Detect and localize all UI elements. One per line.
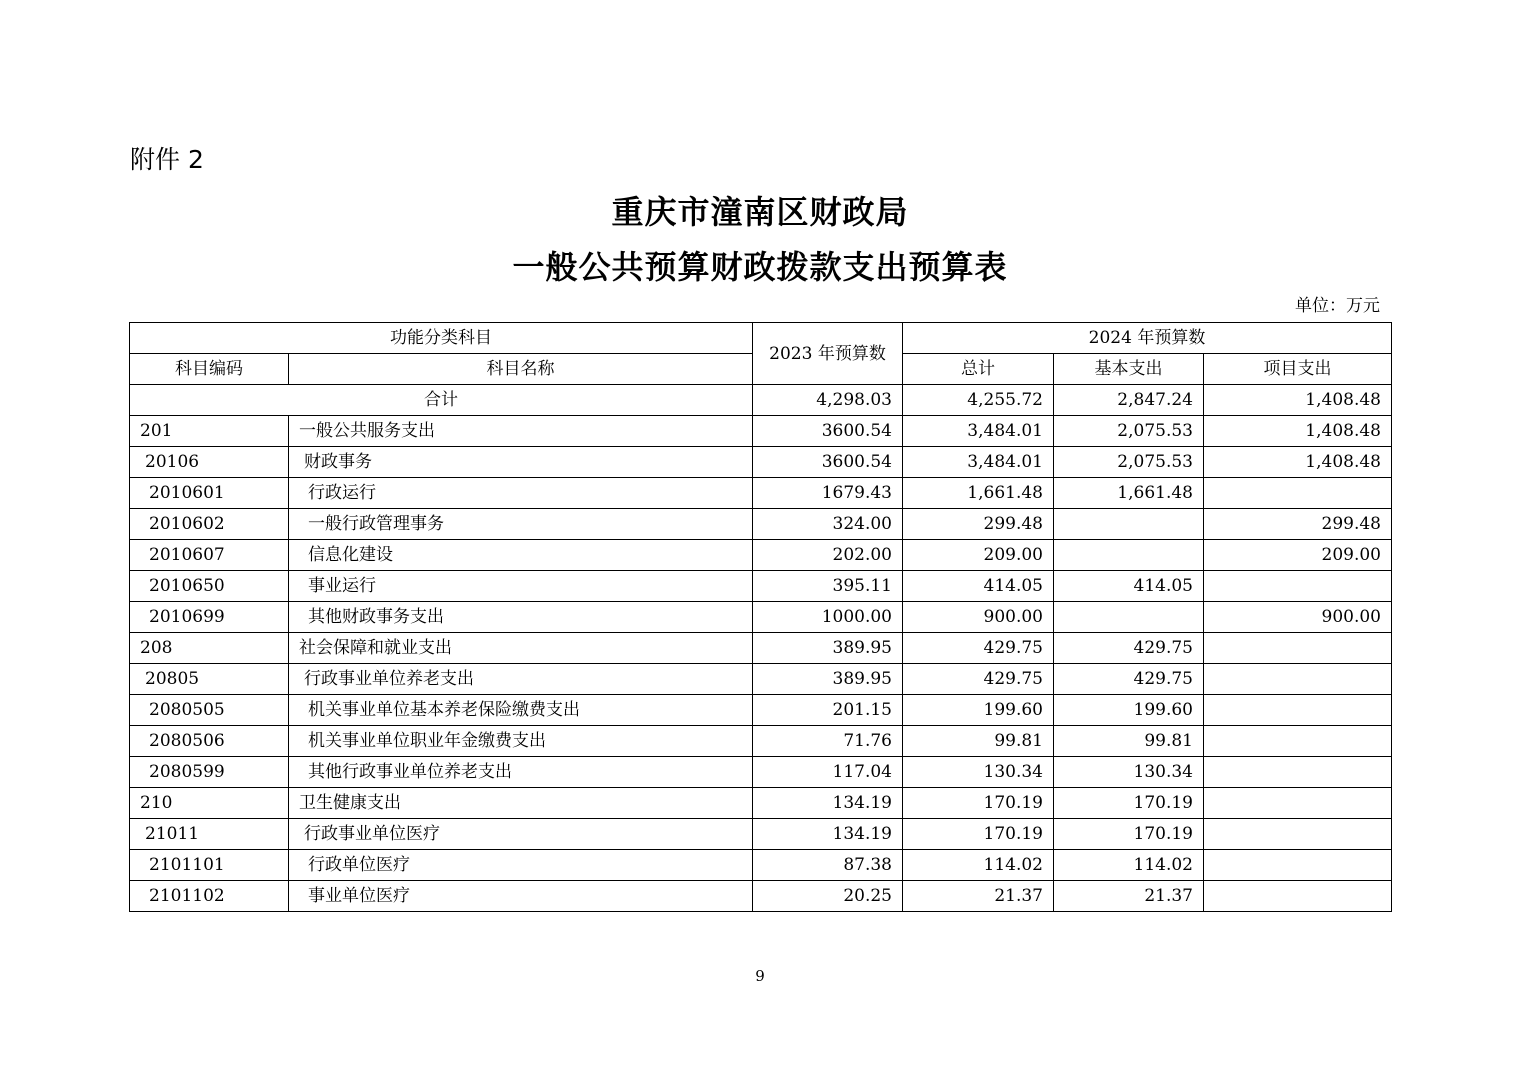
cell-name: 事业单位医疗 bbox=[289, 881, 753, 912]
cell-project bbox=[1204, 478, 1392, 509]
cell-basic: 130.34 bbox=[1054, 757, 1204, 788]
cell-budget-2023: 201.15 bbox=[753, 695, 903, 726]
cell-total: 21.37 bbox=[903, 881, 1054, 912]
cell-total: 130.34 bbox=[903, 757, 1054, 788]
cell-total: 170.19 bbox=[903, 819, 1054, 850]
cell-total: 170.19 bbox=[903, 788, 1054, 819]
cell-code: 210 bbox=[130, 788, 289, 819]
table-row bbox=[130, 788, 1392, 819]
cell-name: 卫生健康支出 bbox=[289, 788, 753, 819]
page-title: 重庆市潼南区财政局 bbox=[611, 193, 909, 231]
cell-budget-2023: 71.76 bbox=[753, 726, 903, 757]
cell-name: 一般行政管理事务 bbox=[289, 509, 753, 540]
header-name: 科目名称 bbox=[289, 354, 753, 385]
cell-budget-2023: 1000.00 bbox=[753, 602, 903, 633]
cell-code: 2010602 bbox=[130, 509, 289, 540]
budget-table bbox=[129, 322, 1392, 912]
cell-code: 21011 bbox=[130, 819, 289, 850]
header-budget-2024: 2024 年预算数 bbox=[903, 323, 1392, 354]
header-budget-2023: 2023 年预算数 bbox=[753, 323, 903, 385]
cell-basic: 199.60 bbox=[1054, 695, 1204, 726]
cell-code: 2010650 bbox=[130, 571, 289, 602]
table-row bbox=[130, 819, 1392, 850]
cell-basic: 170.19 bbox=[1054, 819, 1204, 850]
table-row bbox=[130, 478, 1392, 509]
cell-basic: 21.37 bbox=[1054, 881, 1204, 912]
cell-project bbox=[1204, 757, 1392, 788]
cell-code: 2101101 bbox=[130, 850, 289, 881]
cell-name: 机关事业单位职业年金缴费支出 bbox=[289, 726, 753, 757]
cell-basic: 1,661.48 bbox=[1054, 478, 1204, 509]
cell-code: 208 bbox=[130, 633, 289, 664]
cell-total: 900.00 bbox=[903, 602, 1054, 633]
page-subtitle: 一般公共预算财政拨款支出预算表 bbox=[512, 248, 1008, 286]
table-row bbox=[130, 757, 1392, 788]
table-row bbox=[130, 447, 1392, 478]
cell-code: 2010601 bbox=[130, 478, 289, 509]
cell-project: 900.00 bbox=[1204, 602, 1392, 633]
cell-budget-2023: 134.19 bbox=[753, 819, 903, 850]
cell-project: 299.48 bbox=[1204, 509, 1392, 540]
cell-basic: 2,075.53 bbox=[1054, 447, 1204, 478]
cell-name: 行政事业单位医疗 bbox=[289, 819, 753, 850]
cell-total: 1,661.48 bbox=[903, 478, 1054, 509]
summary-basic: 2,847.24 bbox=[1054, 385, 1204, 416]
page-number: 9 bbox=[755, 967, 765, 985]
cell-budget-2023: 395.11 bbox=[753, 571, 903, 602]
cell-code: 20805 bbox=[130, 664, 289, 695]
cell-basic: 170.19 bbox=[1054, 788, 1204, 819]
cell-code: 2010607 bbox=[130, 540, 289, 571]
cell-project bbox=[1204, 788, 1392, 819]
table-row bbox=[130, 602, 1392, 633]
summary-project: 1,408.48 bbox=[1204, 385, 1392, 416]
summary-total: 4,255.72 bbox=[903, 385, 1054, 416]
cell-total: 99.81 bbox=[903, 726, 1054, 757]
summary-label: 合计 bbox=[130, 385, 753, 416]
cell-name: 信息化建设 bbox=[289, 540, 753, 571]
cell-project bbox=[1204, 664, 1392, 695]
cell-total: 429.75 bbox=[903, 664, 1054, 695]
cell-budget-2023: 389.95 bbox=[753, 633, 903, 664]
cell-code: 2080505 bbox=[130, 695, 289, 726]
cell-project bbox=[1204, 881, 1392, 912]
cell-code: 2010699 bbox=[130, 602, 289, 633]
cell-name: 行政单位医疗 bbox=[289, 850, 753, 881]
cell-basic bbox=[1054, 540, 1204, 571]
cell-name: 社会保障和就业支出 bbox=[289, 633, 753, 664]
table-row bbox=[130, 509, 1392, 540]
header-total: 总计 bbox=[903, 354, 1054, 385]
cell-project bbox=[1204, 726, 1392, 757]
cell-code: 2101102 bbox=[130, 881, 289, 912]
table-row bbox=[130, 540, 1392, 571]
cell-budget-2023: 117.04 bbox=[753, 757, 903, 788]
cell-basic: 114.02 bbox=[1054, 850, 1204, 881]
cell-name: 其他行政事业单位养老支出 bbox=[289, 757, 753, 788]
cell-basic: 2,075.53 bbox=[1054, 416, 1204, 447]
header-project: 项目支出 bbox=[1204, 354, 1392, 385]
cell-total: 414.05 bbox=[903, 571, 1054, 602]
cell-basic: 429.75 bbox=[1054, 633, 1204, 664]
cell-total: 429.75 bbox=[903, 633, 1054, 664]
cell-total: 299.48 bbox=[903, 509, 1054, 540]
cell-budget-2023: 134.19 bbox=[753, 788, 903, 819]
cell-name: 行政运行 bbox=[289, 478, 753, 509]
cell-budget-2023: 389.95 bbox=[753, 664, 903, 695]
cell-budget-2023: 324.00 bbox=[753, 509, 903, 540]
cell-name: 其他财政事务支出 bbox=[289, 602, 753, 633]
header-func-category: 功能分类科目 bbox=[130, 323, 753, 354]
summary-row bbox=[130, 385, 1392, 416]
cell-code: 20106 bbox=[130, 447, 289, 478]
cell-code: 2080599 bbox=[130, 757, 289, 788]
cell-budget-2023: 20.25 bbox=[753, 881, 903, 912]
cell-code: 201 bbox=[130, 416, 289, 447]
cell-total: 3,484.01 bbox=[903, 416, 1054, 447]
cell-project bbox=[1204, 850, 1392, 881]
table-row bbox=[130, 726, 1392, 757]
cell-budget-2023: 87.38 bbox=[753, 850, 903, 881]
table-row bbox=[130, 571, 1392, 602]
table-row bbox=[130, 695, 1392, 726]
table-row bbox=[130, 850, 1392, 881]
table-row bbox=[130, 633, 1392, 664]
table-row bbox=[130, 416, 1392, 447]
cell-basic: 429.75 bbox=[1054, 664, 1204, 695]
cell-name: 事业运行 bbox=[289, 571, 753, 602]
table-row bbox=[130, 664, 1392, 695]
cell-project bbox=[1204, 819, 1392, 850]
header-row-1 bbox=[130, 323, 1392, 354]
summary-b2023: 4,298.03 bbox=[753, 385, 903, 416]
cell-code: 2080506 bbox=[130, 726, 289, 757]
cell-budget-2023: 3600.54 bbox=[753, 447, 903, 478]
cell-basic bbox=[1054, 509, 1204, 540]
cell-total: 199.60 bbox=[903, 695, 1054, 726]
table-row bbox=[130, 881, 1392, 912]
cell-name: 财政事务 bbox=[289, 447, 753, 478]
unit-label: 单位：万元 bbox=[1295, 296, 1380, 316]
cell-basic bbox=[1054, 602, 1204, 633]
cell-project bbox=[1204, 633, 1392, 664]
cell-name: 行政事业单位养老支出 bbox=[289, 664, 753, 695]
cell-total: 3,484.01 bbox=[903, 447, 1054, 478]
cell-project: 209.00 bbox=[1204, 540, 1392, 571]
cell-project: 1,408.48 bbox=[1204, 447, 1392, 478]
cell-budget-2023: 202.00 bbox=[753, 540, 903, 571]
cell-name: 机关事业单位基本养老保险缴费支出 bbox=[289, 695, 753, 726]
cell-basic: 99.81 bbox=[1054, 726, 1204, 757]
cell-budget-2023: 3600.54 bbox=[753, 416, 903, 447]
cell-total: 209.00 bbox=[903, 540, 1054, 571]
attachment-label: 附件 2 bbox=[130, 145, 204, 174]
cell-project: 1,408.48 bbox=[1204, 416, 1392, 447]
cell-basic: 414.05 bbox=[1054, 571, 1204, 602]
cell-name: 一般公共服务支出 bbox=[289, 416, 753, 447]
cell-budget-2023: 1679.43 bbox=[753, 478, 903, 509]
cell-project bbox=[1204, 695, 1392, 726]
header-code: 科目编码 bbox=[130, 354, 289, 385]
header-basic: 基本支出 bbox=[1054, 354, 1204, 385]
cell-total: 114.02 bbox=[903, 850, 1054, 881]
cell-project bbox=[1204, 571, 1392, 602]
